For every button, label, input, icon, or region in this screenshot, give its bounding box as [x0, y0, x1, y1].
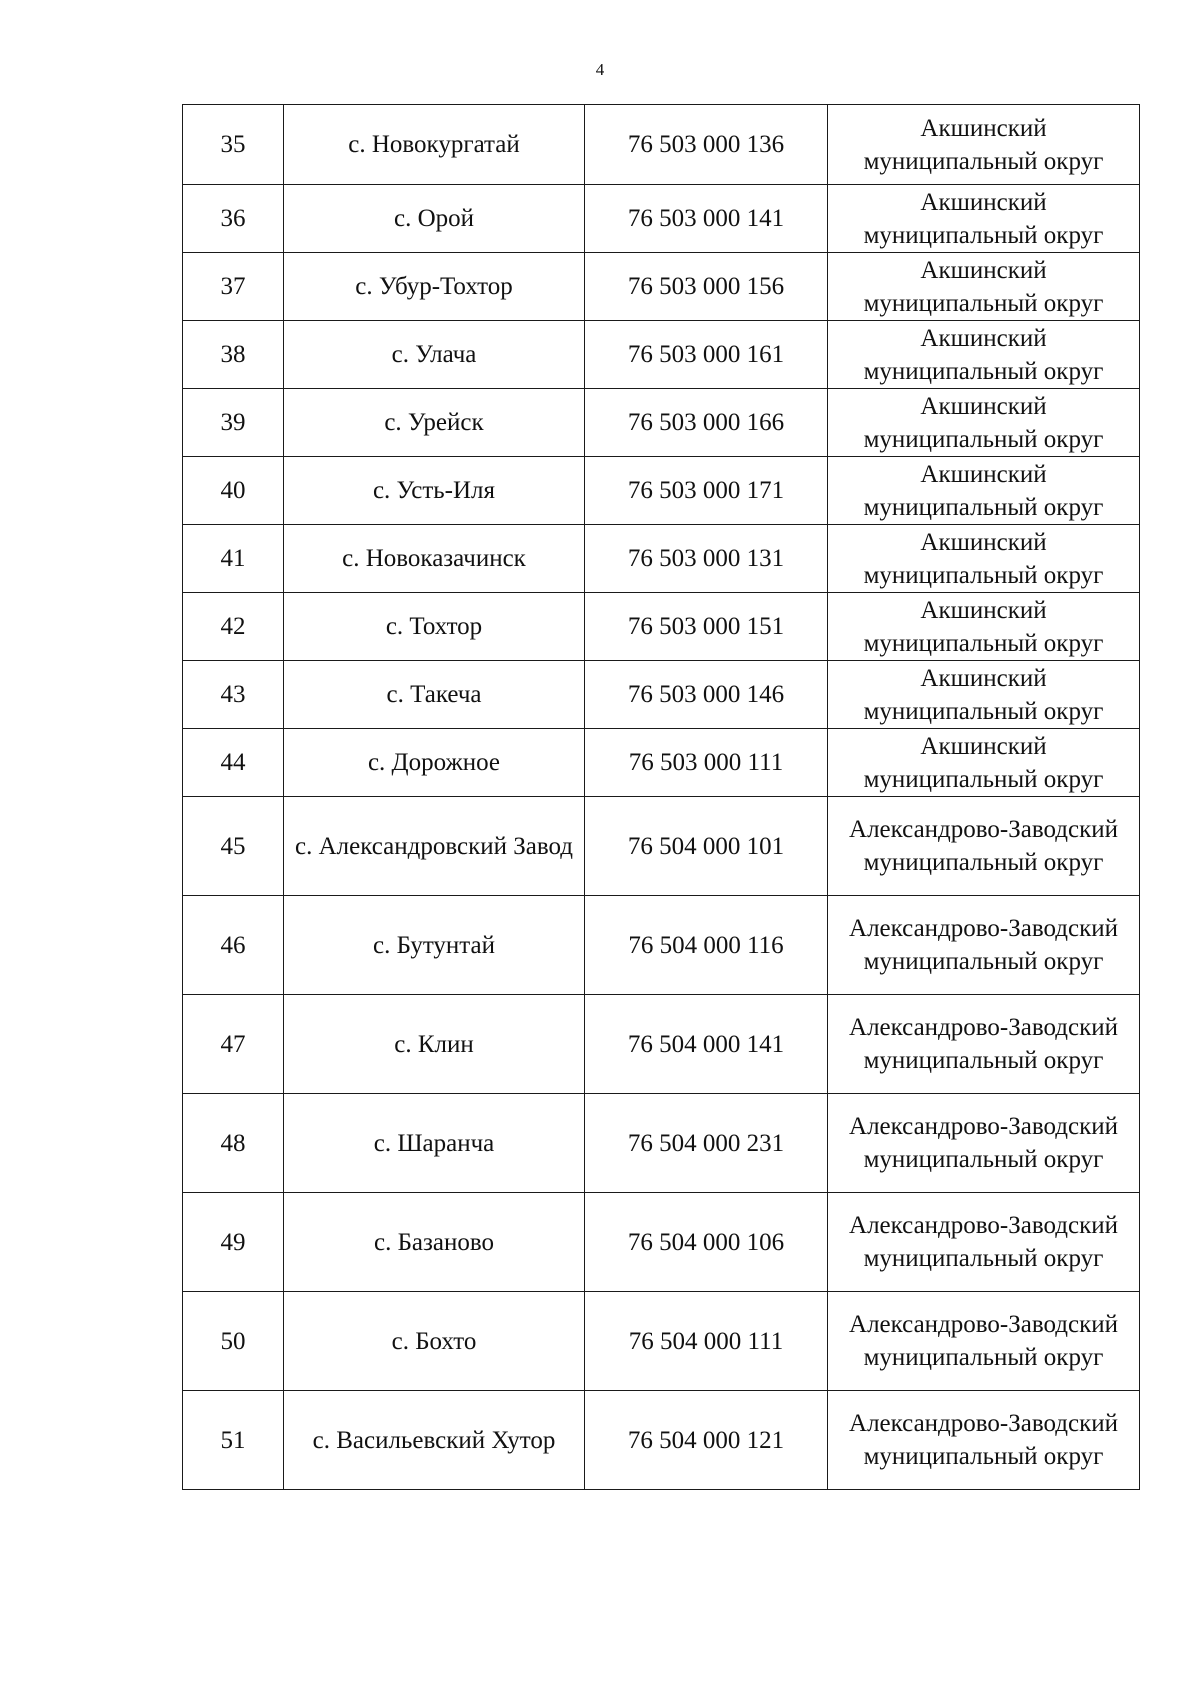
municipal-district-cell: Акшинский муниципальный округ: [828, 253, 1140, 321]
settlement-name-cell: с. Усть-Иля: [284, 457, 585, 525]
settlement-name-cell: с. Убур-Тохтор: [284, 253, 585, 321]
table-row: [183, 185, 1140, 253]
table-body: [183, 105, 1140, 1490]
table-row: [183, 995, 1140, 1094]
oktmo-code-cell: 76 503 000 166: [585, 389, 828, 457]
settlement-name-cell: с. Клин: [284, 995, 585, 1094]
oktmo-code-cell: 76 504 000 231: [585, 1094, 828, 1193]
table-row: [183, 797, 1140, 896]
settlement-name-cell: с. Урейск: [284, 389, 585, 457]
settlement-name-cell: с. Васильевский Хутор: [284, 1391, 585, 1490]
table-row: [183, 1094, 1140, 1193]
municipal-district-cell: Александрово-Заводский муниципальный округ: [828, 1094, 1140, 1193]
oktmo-code-cell: 76 503 000 141: [585, 185, 828, 253]
row-number-cell: 46: [183, 896, 284, 995]
oktmo-code-cell: 76 504 000 111: [585, 1292, 828, 1391]
municipal-district-cell: Александрово-Заводский муниципальный округ: [828, 1391, 1140, 1490]
oktmo-code-cell: 76 503 000 171: [585, 457, 828, 525]
row-number-cell: 38: [183, 321, 284, 389]
oktmo-code-cell: 76 504 000 101: [585, 797, 828, 896]
row-number-cell: 45: [183, 797, 284, 896]
table-row: [183, 105, 1140, 185]
municipal-district-cell: Акшинский муниципальный округ: [828, 321, 1140, 389]
oktmo-code-cell: 76 503 000 151: [585, 593, 828, 661]
row-number-cell: 40: [183, 457, 284, 525]
row-number-cell: 35: [183, 105, 284, 185]
table-row: [183, 896, 1140, 995]
municipal-district-cell: Акшинский муниципальный округ: [828, 105, 1140, 185]
oktmo-code-cell: 76 504 000 106: [585, 1193, 828, 1292]
table-row: [183, 389, 1140, 457]
municipal-district-cell: Акшинский муниципальный округ: [828, 593, 1140, 661]
settlement-name-cell: с. Бутунтай: [284, 896, 585, 995]
table-row: [183, 253, 1140, 321]
settlement-name-cell: с. Дорожное: [284, 729, 585, 797]
oktmo-code-cell: 76 504 000 141: [585, 995, 828, 1094]
settlement-name-cell: с. Новокургатай: [284, 105, 585, 185]
settlement-name-cell: с. Орой: [284, 185, 585, 253]
oktmo-code-cell: 76 503 000 156: [585, 253, 828, 321]
municipal-district-cell: Акшинский муниципальный округ: [828, 389, 1140, 457]
row-number-cell: 43: [183, 661, 284, 729]
row-number-cell: 51: [183, 1391, 284, 1490]
row-number-cell: 44: [183, 729, 284, 797]
oktmo-code-cell: 76 503 000 161: [585, 321, 828, 389]
oktmo-code-cell: 76 503 000 111: [585, 729, 828, 797]
municipal-district-cell: Акшинский муниципальный округ: [828, 661, 1140, 729]
table-row: [183, 321, 1140, 389]
table-row: [183, 525, 1140, 593]
settlement-name-cell: с. Улача: [284, 321, 585, 389]
table-row: [183, 661, 1140, 729]
municipal-district-cell: Акшинский муниципальный округ: [828, 729, 1140, 797]
row-number-cell: 47: [183, 995, 284, 1094]
oktmo-code-cell: 76 503 000 146: [585, 661, 828, 729]
table-row: [183, 1391, 1140, 1490]
page-number: 4: [595, 60, 605, 79]
municipal-district-cell: Александрово-Заводский муниципальный округ: [828, 1193, 1140, 1292]
row-number-cell: 48: [183, 1094, 284, 1193]
municipal-district-cell: Александрово-Заводский муниципальный округ: [828, 896, 1140, 995]
oktmo-code-cell: 76 504 000 116: [585, 896, 828, 995]
municipal-district-cell: Акшинский муниципальный округ: [828, 185, 1140, 253]
row-number-cell: 50: [183, 1292, 284, 1391]
settlement-name-cell: с. Базаново: [284, 1193, 585, 1292]
municipal-district-cell: Акшинский муниципальный округ: [828, 525, 1140, 593]
table-row: [183, 729, 1140, 797]
municipal-district-cell: Александрово-Заводский муниципальный округ: [828, 797, 1140, 896]
row-number-cell: 36: [183, 185, 284, 253]
settlement-name-cell: с. Новоказачинск: [284, 525, 585, 593]
table-row: [183, 1292, 1140, 1391]
row-number-cell: 37: [183, 253, 284, 321]
settlement-name-cell: с. Такеча: [284, 661, 585, 729]
settlement-name-cell: с. Бохто: [284, 1292, 585, 1391]
oktmo-code-cell: 76 503 000 131: [585, 525, 828, 593]
table-row: [183, 457, 1140, 525]
table-row: [183, 1193, 1140, 1292]
oktmo-code-cell: 76 504 000 121: [585, 1391, 828, 1490]
row-number-cell: 41: [183, 525, 284, 593]
settlement-name-cell: с. Александровский Завод: [284, 797, 585, 896]
municipal-district-cell: Акшинский муниципальный округ: [828, 457, 1140, 525]
settlements-table: [182, 104, 1140, 1490]
row-number-cell: 39: [183, 389, 284, 457]
row-number-cell: 42: [183, 593, 284, 661]
row-number-cell: 49: [183, 1193, 284, 1292]
table-row: [183, 593, 1140, 661]
oktmo-code-cell: 76 503 000 136: [585, 105, 828, 185]
settlement-name-cell: с. Тохтор: [284, 593, 585, 661]
municipal-district-cell: Александрово-Заводский муниципальный округ: [828, 995, 1140, 1094]
settlement-name-cell: с. Шаранча: [284, 1094, 585, 1193]
municipal-district-cell: Александрово-Заводский муниципальный округ: [828, 1292, 1140, 1391]
